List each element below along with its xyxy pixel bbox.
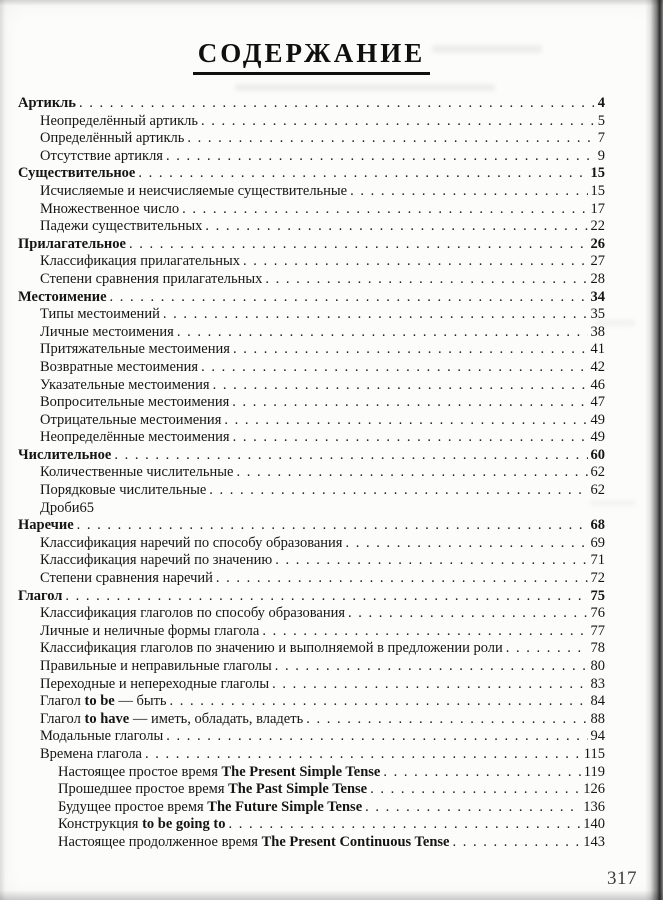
toc-leader-dots bbox=[205, 218, 587, 236]
toc-entry-label: Вопросительные местоимения bbox=[40, 394, 230, 411]
toc-entry-label: Отрицательные местоимения bbox=[40, 411, 222, 428]
toc-entry-label: Типы местоимений bbox=[40, 306, 160, 323]
page-title-wrap bbox=[18, 38, 605, 75]
toc-entry bbox=[18, 429, 605, 447]
toc-entry-label: Наречие bbox=[18, 517, 74, 534]
toc-entry-page: 4 bbox=[597, 95, 605, 111]
toc-entry-label: Переходные и непереходные глаголы bbox=[40, 675, 270, 692]
toc-entry-page: 69 bbox=[590, 534, 605, 551]
toc-entry-label: Количественные числительные bbox=[40, 464, 234, 481]
toc-entry-label: Прошедшее простое время The Past Simple Tense bbox=[58, 781, 368, 798]
toc-leader-dots bbox=[166, 728, 587, 746]
toc-leader-dots bbox=[262, 623, 587, 641]
toc-entry bbox=[18, 464, 605, 482]
toc-leader-dots bbox=[201, 113, 595, 131]
toc-leader-dots bbox=[79, 95, 595, 113]
toc-entry-label: Конструкция to be going to bbox=[58, 816, 226, 833]
toc-entry-page: 88 bbox=[590, 710, 605, 727]
toc-leader-dots bbox=[236, 464, 587, 482]
toc-entry-label: Числительное bbox=[18, 446, 112, 463]
toc-entry bbox=[18, 693, 605, 711]
toc-leader-dots bbox=[145, 746, 581, 764]
toc-leader-dots bbox=[138, 165, 587, 183]
toc-entry bbox=[18, 816, 605, 834]
toc-entry bbox=[18, 764, 605, 782]
toc-entry bbox=[18, 412, 605, 430]
toc-entry bbox=[18, 148, 605, 166]
toc-entry-page: 68 bbox=[590, 517, 605, 534]
toc-entry bbox=[18, 535, 605, 553]
toc-entry-label: Времена глагола bbox=[40, 745, 142, 762]
toc-leader-dots bbox=[166, 148, 595, 166]
toc-leader-dots bbox=[187, 130, 594, 148]
toc-entry-page: 143 bbox=[583, 833, 605, 850]
toc-leader-dots bbox=[232, 394, 587, 412]
toc-entry-page: 71 bbox=[590, 552, 605, 569]
toc-entry-label: Притяжательные местоимения bbox=[40, 341, 230, 358]
toc-leader-dots bbox=[272, 676, 587, 694]
toc-entry-page: 72 bbox=[590, 570, 605, 587]
toc-entry-page: 35 bbox=[590, 306, 605, 323]
page-title: СОДЕРЖАНИЕ bbox=[193, 38, 431, 75]
toc-entry-label: Падежи существительных bbox=[40, 218, 203, 235]
toc-entry bbox=[18, 130, 605, 148]
toc-entry-page: 27 bbox=[590, 253, 605, 270]
toc-entry-page: 115 bbox=[583, 745, 605, 762]
toc-entry bbox=[18, 165, 605, 183]
toc-entry-page: 140 bbox=[583, 816, 605, 833]
toc-entry-page: 83 bbox=[590, 675, 605, 692]
toc-entry-label: Правильные и неправильные глаголы bbox=[40, 658, 272, 674]
toc-leader-dots bbox=[233, 341, 588, 359]
toc-entry-label: Личные местоимения bbox=[40, 323, 174, 340]
toc-entry-label: Существительное bbox=[18, 165, 136, 182]
toc-entry-page: 15 bbox=[590, 182, 605, 199]
toc-entry-page: 26 bbox=[590, 235, 605, 252]
toc-entry bbox=[18, 271, 605, 289]
toc-entry-page: 5 bbox=[597, 112, 605, 129]
toc-entry bbox=[18, 359, 605, 377]
toc-entry-page: 42 bbox=[590, 358, 605, 375]
toc-entry-label: Степени сравнения прилагательных bbox=[40, 270, 263, 287]
toc-entry bbox=[18, 781, 605, 799]
toc-entry bbox=[18, 306, 605, 324]
toc-entry-label: Множественное число bbox=[40, 200, 180, 217]
toc-leader-dots bbox=[233, 429, 588, 447]
toc-entry bbox=[18, 552, 605, 570]
toc-entry bbox=[18, 183, 605, 201]
toc-list bbox=[18, 95, 605, 852]
toc-entry bbox=[18, 324, 605, 342]
toc-entry bbox=[18, 799, 605, 817]
toc-entry-label: Отсутствие артикля bbox=[40, 147, 163, 164]
toc-entry-page: 80 bbox=[590, 658, 605, 674]
toc-entry-page: 46 bbox=[590, 376, 605, 393]
toc-entry bbox=[18, 517, 605, 535]
toc-leader-dots bbox=[65, 588, 587, 606]
toc-entry bbox=[18, 834, 605, 852]
toc-entry bbox=[18, 218, 605, 236]
toc-leader-dots bbox=[348, 605, 587, 623]
toc-entry bbox=[18, 676, 605, 694]
toc-leader-dots bbox=[216, 570, 588, 588]
toc-entry bbox=[18, 253, 605, 271]
toc-entry-page: 15 bbox=[590, 165, 605, 182]
toc-entry bbox=[18, 482, 605, 500]
toc-entry-page: 60 bbox=[590, 446, 605, 463]
toc-entry-label: Глагол bbox=[18, 587, 63, 604]
toc-entry-page: 41 bbox=[590, 341, 605, 358]
toc-leader-dots bbox=[209, 482, 587, 500]
toc-leader-dots bbox=[452, 834, 580, 852]
toc-entry-page: 7 bbox=[597, 130, 605, 147]
toc-leader-dots bbox=[243, 253, 587, 271]
toc-entry bbox=[18, 377, 605, 395]
toc-leader-dots bbox=[383, 764, 580, 782]
toc-entry-page: 49 bbox=[590, 429, 605, 446]
toc-leader-dots bbox=[213, 377, 588, 395]
toc-leader-dots bbox=[170, 693, 588, 711]
toc-entry bbox=[18, 746, 605, 764]
toc-entry-label: Настоящее простое время The Present Simple Tense bbox=[58, 763, 381, 780]
toc-leader-dots bbox=[114, 447, 587, 465]
toc-entry bbox=[18, 95, 605, 113]
toc-entry bbox=[18, 588, 605, 606]
toc-leader-dots bbox=[345, 535, 587, 553]
toc-leader-dots bbox=[163, 306, 588, 324]
toc-leader-dots bbox=[306, 711, 587, 729]
toc-entry-page: 38 bbox=[590, 323, 605, 340]
toc-entry-page: 17 bbox=[590, 200, 605, 217]
toc-leader-dots bbox=[275, 552, 587, 570]
toc-entry-label: Неопределённые местоимения bbox=[40, 429, 230, 446]
toc-entry-page: 119 bbox=[583, 763, 605, 780]
toc-entry bbox=[18, 640, 605, 658]
toc-leader-dots bbox=[275, 658, 588, 676]
toc-leader-dots bbox=[370, 781, 580, 799]
toc-entry-label: Местоимение bbox=[18, 288, 107, 305]
toc-entry-page: 47 bbox=[590, 394, 605, 411]
toc-entry bbox=[18, 623, 605, 641]
toc-entry-label: Настоящее продолженное время The Present Continuous Tense bbox=[58, 833, 450, 850]
toc-entry-page: 126 bbox=[583, 781, 605, 798]
toc-leader-dots bbox=[350, 183, 587, 201]
toc-entry-label: Классификация наречий по способу образования bbox=[40, 534, 343, 551]
toc-leader-dots bbox=[182, 201, 587, 219]
toc-leader-dots bbox=[228, 816, 580, 834]
toc-entry-page: 77 bbox=[590, 622, 605, 639]
toc-entry bbox=[18, 500, 605, 518]
toc-entry-label: Исчисляемые и неисчисляемые существительные bbox=[40, 182, 348, 199]
toc-entry-label: Указательные местоимения bbox=[40, 376, 210, 393]
toc-entry-page: 62 bbox=[590, 482, 605, 499]
toc-entry bbox=[18, 201, 605, 219]
toc-entry-page: 78 bbox=[590, 640, 605, 657]
toc-entry-page: 62 bbox=[590, 464, 605, 481]
toc-entry-label: Прилагательное bbox=[18, 235, 126, 252]
toc-entry-label: Будущее простое время The Future Simple Tense bbox=[58, 798, 363, 815]
toc-entry-page: 22 bbox=[590, 218, 605, 235]
toc-entry-label: Глагол to be — быть bbox=[40, 693, 167, 710]
toc-entry-label: Дроби bbox=[40, 499, 80, 516]
page-number: 317 bbox=[607, 868, 637, 889]
toc-leader-dots bbox=[365, 799, 580, 817]
toc-entry bbox=[18, 711, 605, 729]
toc-leader-dots bbox=[224, 412, 587, 430]
toc-entry-page: 76 bbox=[590, 605, 605, 622]
toc-entry-page: 9 bbox=[597, 147, 605, 164]
toc-entry-label: Порядковые числительные bbox=[40, 482, 207, 499]
toc-entry-page: 28 bbox=[590, 270, 605, 287]
toc-entry-label: Классификация наречий по значению bbox=[40, 552, 273, 569]
toc-entry bbox=[18, 113, 605, 131]
toc-entry bbox=[18, 289, 605, 307]
toc-entry-label: Классификация глаголов по значению и выполняемой в предложении роли bbox=[40, 640, 503, 657]
toc-entry-page: 136 bbox=[583, 798, 605, 815]
toc-leader-dots bbox=[129, 236, 588, 254]
toc-entry bbox=[18, 658, 605, 676]
toc-entry-label: Личные и неличные формы глагола bbox=[40, 622, 260, 639]
toc-entry-page: 75 bbox=[590, 587, 605, 604]
toc-entry bbox=[18, 341, 605, 359]
toc-entry-label: Модальные глаголы bbox=[40, 728, 164, 745]
toc-entry bbox=[18, 728, 605, 746]
toc-leader-dots bbox=[177, 324, 588, 342]
toc-entry-label: Определённый артикль bbox=[40, 130, 185, 147]
toc-entry bbox=[18, 605, 605, 623]
toc-entry-label: Неопределённый артикль bbox=[40, 112, 199, 129]
toc-entry-label: Классификация прилагательных bbox=[40, 253, 241, 270]
toc-entry-page: 34 bbox=[590, 288, 605, 305]
toc-entry bbox=[18, 236, 605, 254]
toc-entry bbox=[18, 447, 605, 465]
toc-entry bbox=[18, 394, 605, 412]
toc-entry-label: Артикль bbox=[18, 95, 76, 111]
toc-leader-dots bbox=[201, 359, 587, 377]
toc-entry-label: Классификация глаголов по способу образования bbox=[40, 605, 346, 622]
toc-entry-label: Возвратные местоимения bbox=[40, 358, 199, 375]
toc-entry-page: 84 bbox=[590, 693, 605, 710]
toc-entry-page: 49 bbox=[590, 411, 605, 428]
toc-entry-page: 65 bbox=[79, 499, 95, 516]
toc-entry-label: Степени сравнения наречий bbox=[40, 570, 213, 587]
toc-leader-dots bbox=[506, 640, 588, 658]
toc-leader-dots bbox=[77, 517, 588, 535]
toc-leader-dots bbox=[265, 271, 587, 289]
toc-entry-label: Глагол to have — иметь, обладать, владеть bbox=[40, 710, 304, 727]
toc-entry-page: 94 bbox=[590, 728, 605, 745]
toc-entry bbox=[18, 570, 605, 588]
toc-leader-dots bbox=[110, 289, 588, 307]
